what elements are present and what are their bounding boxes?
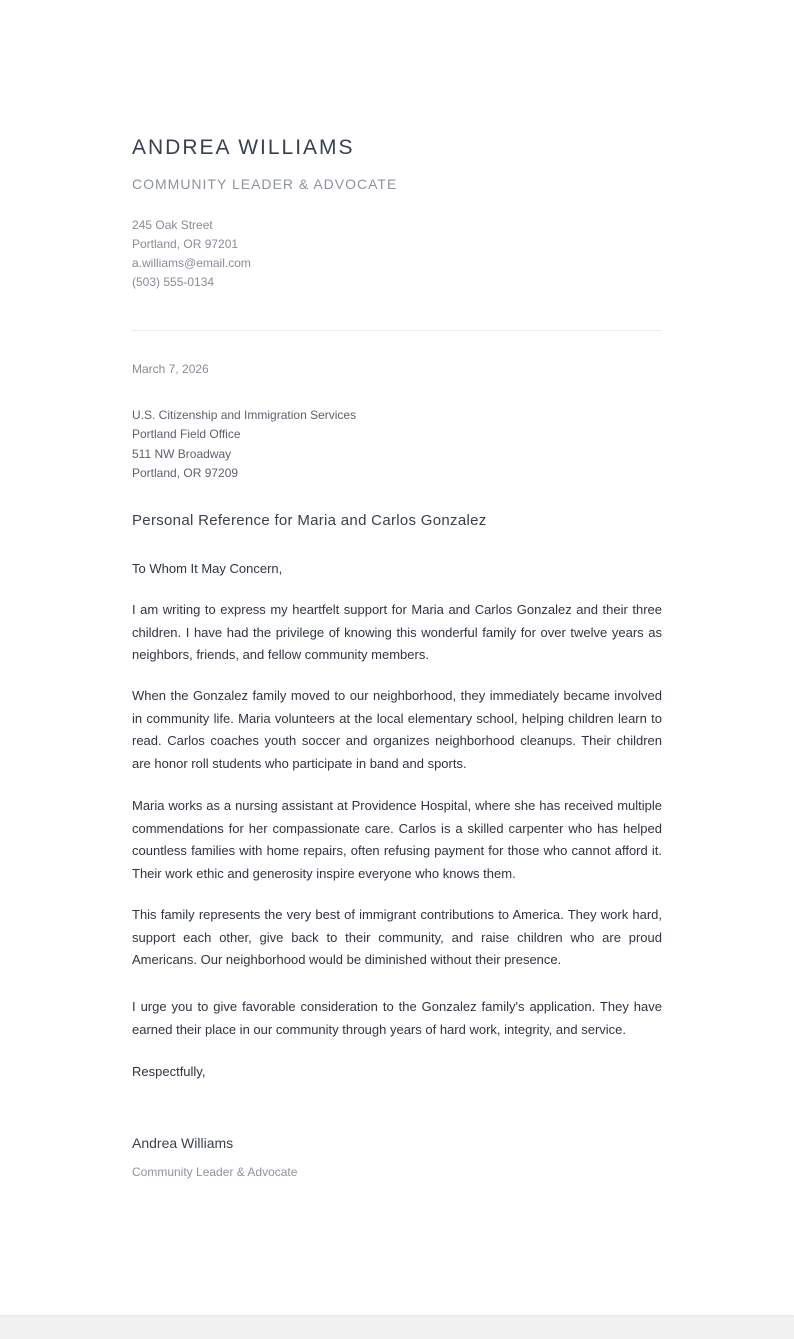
recipient-line3: 511 NW Broadway [132,446,232,461]
sender-contact-block [132,216,251,292]
letter-salutation: To Whom It May Concern, [132,561,283,576]
header-divider [132,330,662,331]
recipient-line1: U.S. Citizenship and Immigration Services [132,408,357,422]
sender-title: COMMUNITY LEADER & ADVOCATE [132,176,398,192]
signature-title: Community Leader & Advocate [132,1165,298,1179]
body-paragraph-2: When the Gonzalez family moved to our neighborhood, they immediately became involved in community life. Maria volunteers at the local elementary school, helping children learn to read. Carlos coaches youth soccer and organizes neighborhood cleanups. Their children are honor roll students who participate in band and sports. [132,688,662,772]
letter-subject: Personal Reference for Maria and Carlos Gonzalez [132,512,487,529]
body-paragraph-4: This family represents the very best of immigrant contributions to America. They work hard, support each other, give back to their community, and raise children who are proud Americans. Our neighborhood would be diminished without their presence. [132,907,662,968]
body-paragraph-3: Maria works as a nursing assistant at Providence Hospital, where she has received multiple commendations for her compassionate care. Carlos is a skilled carpenter who has helped countless families with home repairs, often refusing payment for those who cannot afford it. Their work ethic and generosity inspire everyone who knows them. [132,798,662,882]
recipient-line4: Portland, OR 97209 [132,465,239,480]
sender-email: a.williams@email.com [132,256,251,270]
signature-name: Andrea Williams [132,1135,234,1151]
sender-phone: (503) 555-0134 [132,275,215,289]
sender-name: ANDREA WILLIAMS [132,136,355,159]
sender-address-line1: 245 Oak Street [132,218,213,232]
body-paragraph-1: I am writing to express my heartfelt support for Maria and Carlos Gonzalez and their three children. I have had the privilege of knowing this wonderful family for over twelve years as neighbors, friends, and fellow community members. [132,602,662,663]
letter-date: March 7, 2026 [132,362,209,376]
recipient-line2: Portland Field Office [132,427,241,442]
body-paragraph-5: I urge you to give favorable consideration to the Gonzalez family's application. They have earned their place in our community through years of hard work, integrity, and service. [132,999,662,1037]
letter-closing: Respectfully, [132,1064,206,1079]
recipient-address-block [132,406,356,483]
sender-address-line2: Portland, OR 97201 [132,237,239,251]
